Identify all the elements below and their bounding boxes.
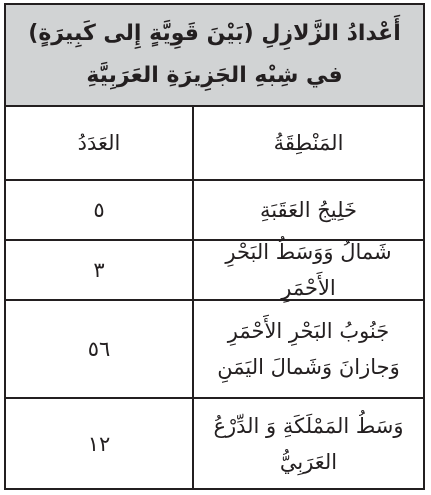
count-cell: ٣ — [93, 258, 105, 282]
table-title: أَعْدادُ الزَّلازِلِ (بَيْنَ قَوِيَّةٍ إِلى كَبِيرَةٍ) في شِبْهِ الجَزِيرَةِ العَرَبِيَّةِ — [6, 5, 423, 107]
header-region: المَنْطِقَةُ — [192, 107, 423, 179]
region-cell: شَمالُ وَوَسَطُ البَحْرِ الأَحْمَرِ — [192, 241, 423, 299]
table-row — [6, 399, 423, 488]
region-cell: خَلِيجُ العَقَبَةِ — [192, 181, 423, 239]
region-cell: وَسَطُ المَمْلَكَةِ وَ الدِّرْعُ العَرَبِيُّ — [192, 399, 423, 488]
table-header-row — [6, 107, 423, 181]
table-row — [6, 241, 423, 301]
count-cell: ٥٦ — [87, 337, 111, 361]
earthquake-table — [4, 3, 425, 490]
header-count: العَدَدُ — [77, 131, 121, 155]
count-cell: ٥ — [93, 198, 105, 222]
count-cell: ١٢ — [87, 431, 111, 456]
table-row — [6, 301, 423, 399]
table-row — [6, 181, 423, 241]
region-cell: جَنُوبُ البَحْرِ الأَحْمَرِ وَجازانَ وَشَمالَ اليَمَنِ — [192, 301, 423, 397]
